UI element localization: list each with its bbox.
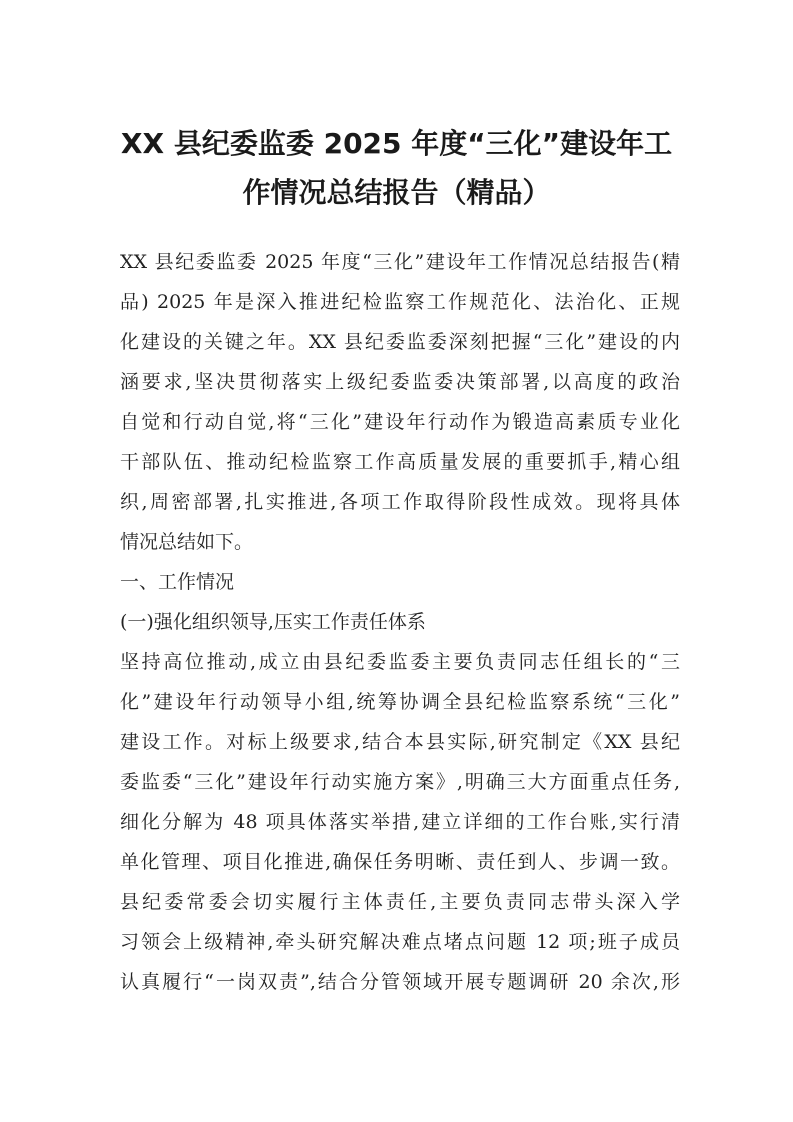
body-line-intro-1: XX 县纪委监委 2025 年度“三化”建设年工作情况总结报告(精 — [120, 251, 680, 273]
body-line-intro-2: 品) 2025 年是深入推进纪检监察工作规范化、法治化、正规 — [120, 291, 680, 313]
body-line-s1-7: 县纪委常委会切实履行主体责任,主要负责同志带头深入学 — [120, 891, 680, 913]
document-title-line-1: XX 县纪委监委 2025 年度“三化”建设年工 — [120, 127, 673, 160]
body-line-s1-8: 习领会上级精神,牵头研究解决难点堵点问题 12 项;班子成员 — [120, 931, 680, 953]
body-line-s1-9: 认真履行“一岗双责”,结合分管领域开展专题调研 20 余次,形 — [120, 971, 680, 993]
body-line-s1-2: 化”建设年行动领导小组,统筹协调全县纪检监察系统“三化” — [120, 691, 680, 713]
body-line-intro-5: 自觉和行动自觉,将“三化”建设年行动作为锻造高素质专业化 — [120, 411, 680, 433]
body-line-intro-3: 化建设的关键之年。XX 县纪委监委深刻把握“三化”建设的内 — [120, 331, 680, 353]
body-line-s1-5: 细化分解为 48 项具体落实举措,建立详细的工作台账,实行清 — [120, 811, 680, 833]
body-line-s1-6: 单化管理、项目化推进,确保任务明晰、责任到人、步调一致。 — [120, 851, 680, 873]
body-line-intro-8: 情况总结如下。 — [120, 531, 254, 553]
body-line-intro-7: 织,周密部署,扎实推进,各项工作取得阶段性成效。现将具体 — [120, 491, 680, 513]
section-heading-1: 一、工作情况 — [120, 571, 235, 593]
document-title-line-2: 作情况总结报告（精品） — [242, 176, 551, 209]
subsection-heading-1: (一)强化组织领导,压实工作责任体系 — [120, 611, 426, 633]
body-line-s1-3: 建设工作。对标上级要求,结合本县实际,研究制定《XX 县纪 — [120, 731, 680, 753]
body-line-intro-6: 干部队伍、推动纪检监察工作高质量发展的重要抓手,精心组 — [120, 451, 680, 473]
body-line-s1-4: 委监委“三化”建设年行动实施方案》,明确三大方面重点任务, — [120, 771, 680, 793]
body-line-s1-1: 坚持高位推动,成立由县纪委监委主要负责同志任组长的“三 — [120, 651, 680, 673]
body-line-intro-4: 涵要求,坚决贯彻落实上级纪委监委决策部署,以高度的政治 — [120, 371, 680, 393]
